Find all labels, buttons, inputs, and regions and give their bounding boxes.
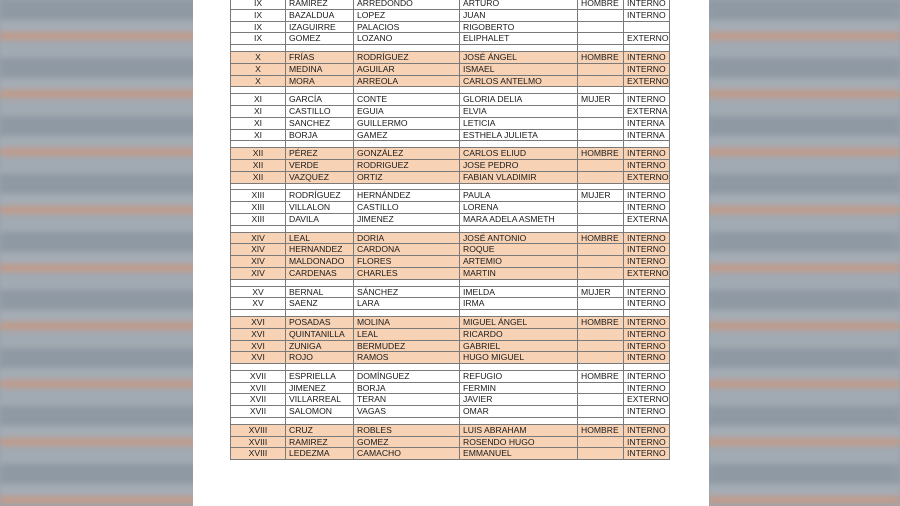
candidates-table [230, 0, 670, 460]
table-row: XV BERNAL SÁNCHEZ IMELDA MUJER INTERNO [231, 286, 670, 298]
table-row: IX RAMIREZ ARREDONDO ARTURO HOMBRE INTERNO [231, 0, 670, 9]
spacer-row [231, 418, 670, 425]
table-row: XIV MALDONADO FLORES ARTEMIO INTERNO [231, 256, 670, 268]
table-row: XV SAENZ LARA IRMA INTERNO [231, 298, 670, 310]
table-row: XIII VILLALON CASTILLO LORENA INTERNO [231, 202, 670, 214]
table-row: XVIII CRUZ ROBLES LUIS ABRAHAM HOMBRE INTERNO [231, 424, 670, 436]
table-row: XI BORJA GAMEZ ESTHELA JULIETA INTERNA [231, 129, 670, 141]
table-row: XVII ESPRIELLA DOMÍNGUEZ REFUGIO HOMBRE INTERNO [231, 370, 670, 382]
spacer-row [231, 310, 670, 317]
table-row: X MORA ARREOLA CARLOS ANTELMO EXTERNO [231, 75, 670, 87]
blurred-background-left [0, 0, 200, 506]
table-row: XVII JIMENEZ BORJA FERMIN INTERNO [231, 382, 670, 394]
table-row: X FRÍAS RODRÍGUEZ JOSÉ ÁNGEL HOMBRE INTERNO [231, 51, 670, 63]
table-row: XIV HERNANDEZ CARDONA ROQUE INTERNO [231, 244, 670, 256]
table-row: XII VERDE RODRIGUEZ JOSE PEDRO INTERNO [231, 159, 670, 171]
table-row: XVII VILLARREAL TERAN JAVIER EXTERNO [231, 394, 670, 406]
table-row: XIII DAVILA JIMENEZ MARA ADELA ASMETH EXTERNA [231, 213, 670, 225]
table-row: XVI POSADAS MOLINA MIGUEL ÁNGEL HOMBRE INTERNO [231, 316, 670, 328]
table-row: XI GARCÍA CONTE GLORIA DELIA MUJER INTERNO [231, 94, 670, 106]
spacer-row [231, 87, 670, 94]
table-row: XIV CARDENAS CHARLES MARTIN EXTERNO [231, 267, 670, 279]
table-row: XVII SALOMON VAGAS OMAR INTERNO [231, 406, 670, 418]
spacer-row [231, 141, 670, 148]
spacer-row [231, 364, 670, 371]
table-row: XI CASTILLO EGUIA ELVIA EXTERNA [231, 105, 670, 117]
table-row: XIII RODRÍGUEZ HERNÁNDEZ PAULA MUJER INTERNO [231, 190, 670, 202]
table-row: XI SANCHEZ GUILLERMO LETICIA INTERNA [231, 117, 670, 129]
table-row: XVIII LEDEZMA CAMACHO EMMANUEL INTERNO [231, 448, 670, 460]
table-row: XII VAZQUEZ ORTIZ FABIAN VLADIMIR EXTERNO [231, 171, 670, 183]
document-page [193, 0, 709, 506]
blurred-background-right [708, 0, 900, 506]
spacer-row [231, 183, 670, 190]
table-row: XVI ZUNIGA BERMUDEZ GABRIEL INTERNO [231, 340, 670, 352]
spacer-row [231, 225, 670, 232]
table-row: XVIII RAMIREZ GOMEZ ROSENDO HUGO INTERNO [231, 436, 670, 448]
table-row: XIV LEAL DORIA JOSÉ ANTONIO HOMBRE INTERNO [231, 232, 670, 244]
table-row: XVI QUINTANILLA LEAL RICARDO INTERNO [231, 328, 670, 340]
table-row: IX IZAGUIRRE PALACIOS RIGOBERTO [231, 21, 670, 33]
spacer-row [231, 45, 670, 52]
table-row: IX GOMEZ LOZANO ELIPHALET EXTERNO [231, 33, 670, 45]
spacer-row [231, 279, 670, 286]
table-row: X MEDINA AGUILAR ISMAEL INTERNO [231, 63, 670, 75]
table-row: IX BAZALDUA LOPEZ JUAN INTERNO [231, 9, 670, 21]
table-row: XII PÉREZ GONZÁLEZ CARLOS ELIUD HOMBRE INTERNO [231, 148, 670, 160]
table-row: XVI ROJO RAMOS HUGO MIGUEL INTERNO [231, 352, 670, 364]
